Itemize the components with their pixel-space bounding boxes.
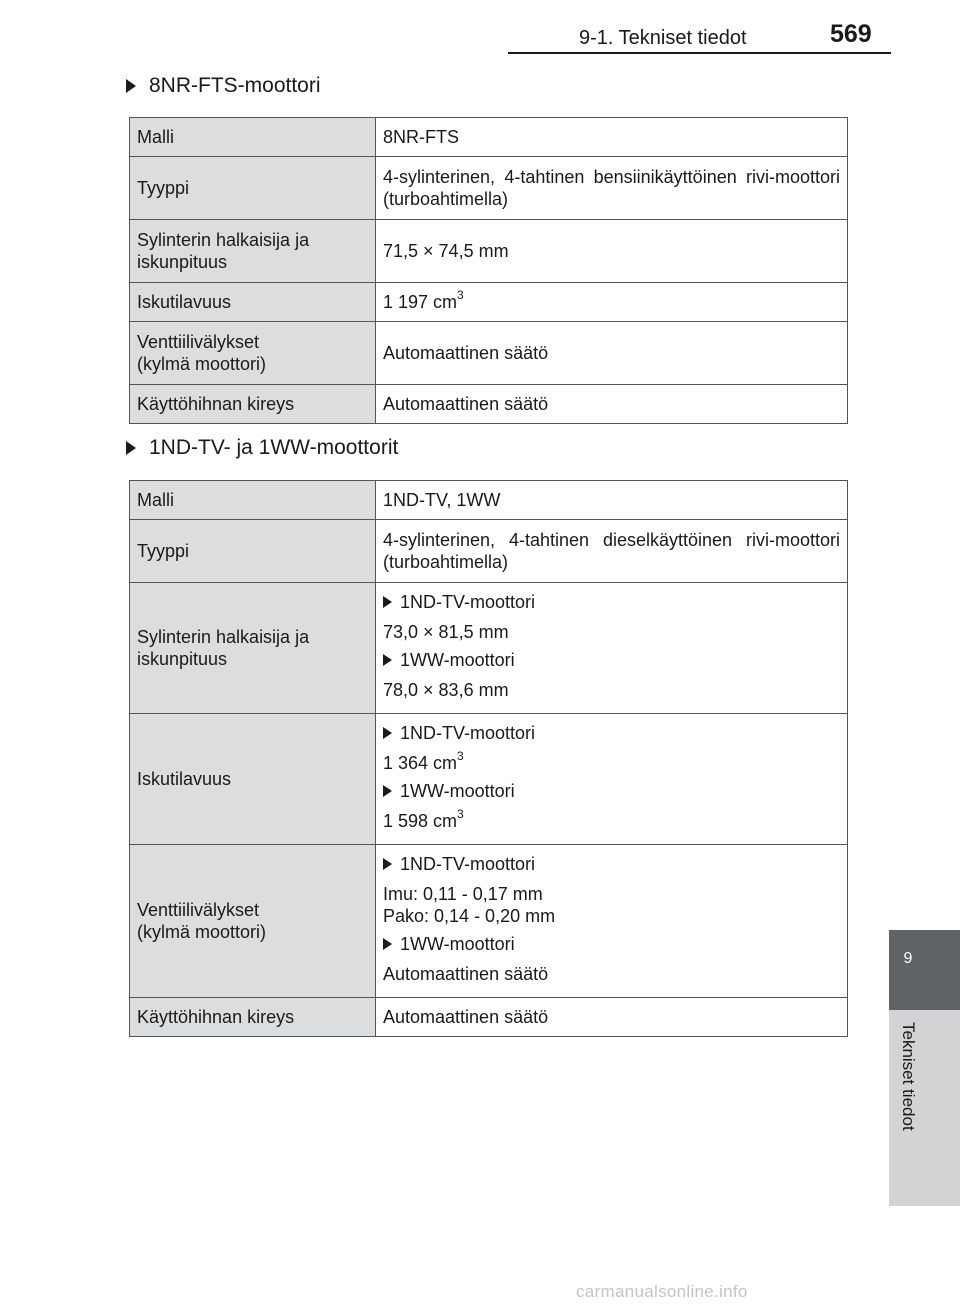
triangle-bullet-icon [383,654,392,666]
engine-subheading [383,933,840,955]
valve-label-line2: (kylmä moottori) [137,922,267,942]
engine-subheading [383,853,840,875]
triangle-bullet-icon [383,938,392,950]
engine-subheading [383,780,840,802]
unit-superscript: 3 [457,749,464,763]
chapter-label: Tekniset tiedot [899,1022,918,1131]
belt-value: Automaattinen säätö [376,998,848,1037]
engine-subheading [383,649,840,671]
engine2-heading-text: 1ND-TV- ja 1WW-moottorit [149,436,399,459]
table-row [130,385,848,424]
engine-subheading-text: 1WW-moottori [400,781,515,801]
watermark: carmanualsonline.info [576,1282,748,1301]
valve-value [376,845,848,998]
displacement-value-1ww [383,807,840,832]
bore-value [376,583,848,714]
engine-subheading [383,722,840,744]
intake-clearance: Imu: 0,11 - 0,17 mm [383,884,543,904]
engine-subheading [383,591,840,613]
table-row [130,998,848,1037]
belt-label: Käyttöhihnan kireys [130,998,376,1037]
valve-value-1ndtv [383,883,840,927]
valve-label [130,322,376,385]
unit-superscript: 3 [457,288,464,302]
table-row [130,714,848,845]
displacement-value-1ndtv [383,749,840,774]
displacement-number: 1 364 cm [383,753,458,773]
type-label: Tyyppi [130,520,376,583]
bore-label-line2: iskunpituus [137,649,228,669]
valve-value: Automaattinen säätö [376,322,848,385]
bore-value-1ndtv: 73,0 × 81,5 mm [383,622,509,642]
table-row [130,583,848,714]
type-label: Tyyppi [130,157,376,220]
header-divider [508,52,891,54]
section-title: 9-1. Tekniset tiedot [579,27,747,49]
valve-value-1ww: Automaattinen säätö [383,964,549,984]
model-label: Malli [130,118,376,157]
displacement-label: Iskutilavuus [130,714,376,845]
displacement-number: 1 598 cm [383,811,458,831]
belt-label: Käyttöhihnan kireys [130,385,376,424]
valve-label-line1: Venttiilivälykset [137,900,260,920]
displacement-value [376,283,848,322]
bore-label [130,583,376,714]
valve-label [130,845,376,998]
displacement-number: 1 197 cm [383,292,458,312]
bore-label [130,220,376,283]
engine-subheading-text: 1WW-moottori [400,650,515,670]
engine1-spec-table [129,117,848,424]
model-label: Malli [130,481,376,520]
model-value: 8NR-FTS [376,118,848,157]
triangle-bullet-icon [383,785,392,797]
type-value: 4-sylinterinen, 4-tahtinen bensiinikäyttöinen rivi-moottori (turboahtimella) [376,157,848,220]
engine2-spec-table [129,480,848,1037]
engine-subheading-text: 1WW-moottori [400,934,515,954]
bore-label-line1: Sylinterin halkaisija ja [137,230,310,250]
displacement-value [376,714,848,845]
engine1-heading-text: 8NR-FTS-moottori [149,74,321,97]
valve-label-line2: (kylmä moottori) [137,354,267,374]
belt-value: Automaattinen säätö [376,385,848,424]
table-row [130,845,848,998]
table-row [130,520,848,583]
model-value: 1ND-TV, 1WW [376,481,848,520]
displacement-label: Iskutilavuus [130,283,376,322]
bore-value: 71,5 × 74,5 mm [376,220,848,283]
bore-label-line1: Sylinterin halkaisija ja [137,627,310,647]
engine1-heading [126,74,321,98]
triangle-bullet-icon [126,441,136,455]
engine2-heading [126,436,398,460]
table-row [130,481,848,520]
triangle-bullet-icon [383,727,392,739]
engine-subheading-text: 1ND-TV-moottori [400,723,536,743]
bore-value-1ww: 78,0 × 83,6 mm [383,680,509,700]
chapter-tab-marker [889,930,960,1010]
valve-label-line1: Venttiilivälykset [137,332,260,352]
bore-label-line2: iskunpituus [137,252,228,272]
triangle-bullet-icon [383,858,392,870]
type-value: 4-sylinterinen, 4-tahtinen dieselkäyttöinen rivi-moottori (turboahtimella) [376,520,848,583]
table-row [130,118,848,157]
chapter-number: 9 [903,950,913,967]
engine-subheading-text: 1ND-TV-moottori [400,592,536,612]
table-row [130,322,848,385]
exhaust-clearance: Pako: 0,14 - 0,20 mm [383,906,556,926]
table-row [130,283,848,322]
triangle-bullet-icon [126,79,136,93]
engine-subheading-text: 1ND-TV-moottori [400,854,536,874]
table-row [130,220,848,283]
triangle-bullet-icon [383,596,392,608]
table-row [130,157,848,220]
page-number: 569 [830,20,872,48]
unit-superscript: 3 [457,807,464,821]
